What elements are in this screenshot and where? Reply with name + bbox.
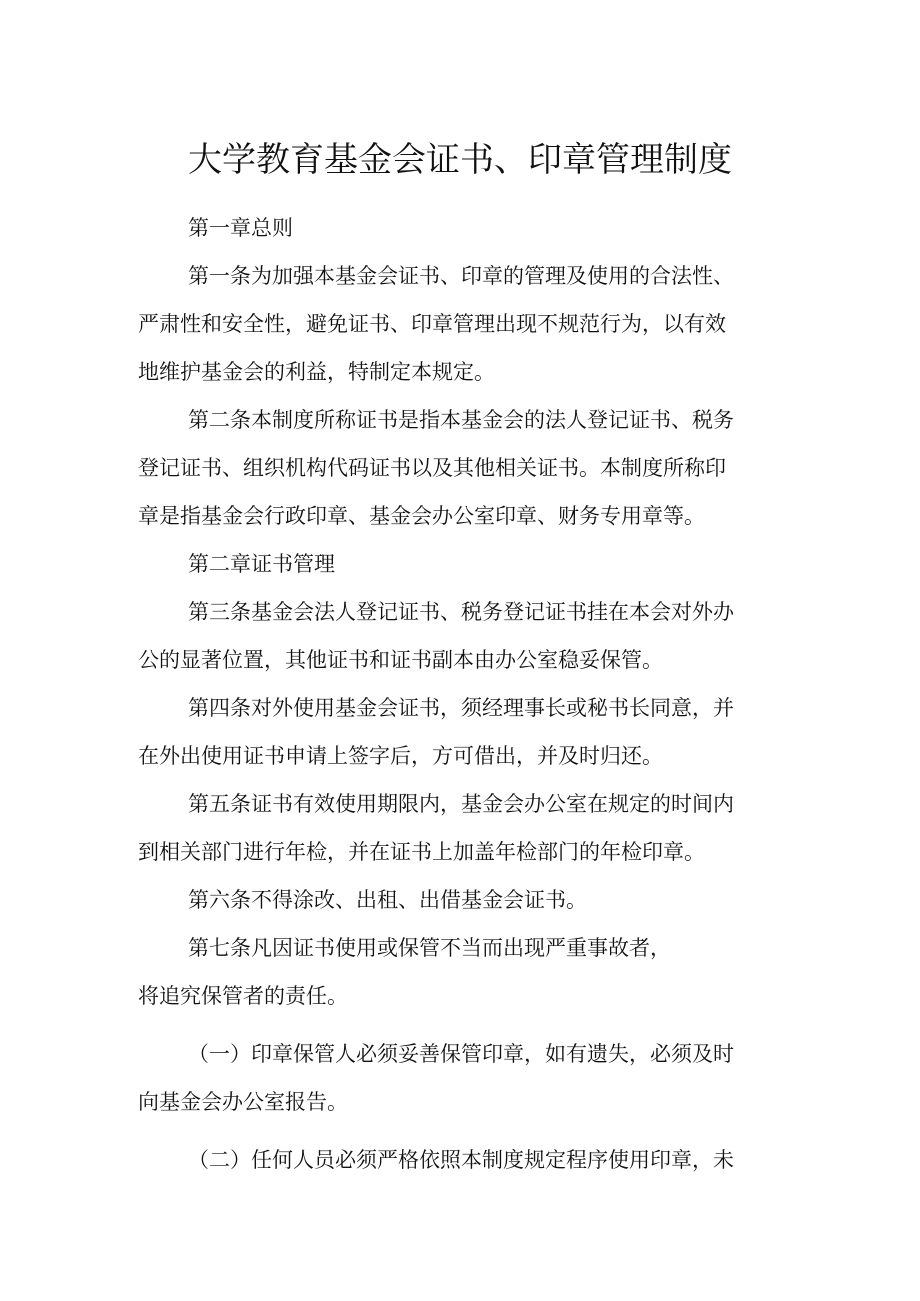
document-body: [138, 204, 792, 1184]
list-item-line: 向基金会办公室报告。: [138, 1090, 348, 1114]
paragraph-line: 公的显著位置，其他证书和证书副本由办公室稳妥保管。: [138, 648, 663, 672]
paragraph-line: 章是指基金会行政印章、基金会办公室印章、财务专用章等。: [138, 504, 705, 528]
paragraph-line: 第三条基金会法人登记证书、税务登记证书挂在本会对外办: [188, 600, 734, 624]
paragraph-line: 登记证书、组织机构代码证书以及其他相关证书。本制度所称印: [138, 456, 726, 480]
paragraph-line: 将追究保管者的责任。: [138, 984, 348, 1008]
paragraph-line: 第一条为加强本基金会证书、印章的管理及使用的合法性、: [188, 264, 734, 288]
paragraph-line: 在外出使用证书申请上签字后，方可借出，并及时归还。: [138, 744, 663, 768]
paragraph-line: 严肃性和安全性，避免证书、印章管理出现不规范行为，以有效: [138, 312, 726, 336]
list-item-line: （一）印章保管人必须妥善保管印章，如有遗失，必须及时: [188, 1042, 734, 1066]
paragraph-line: 第七条凡因证书使用或保管不当而出现严重事故者，: [188, 936, 671, 960]
chapter-heading: 第二章证书管理: [188, 552, 335, 576]
document-title: 大学教育基金会证书、印章管理制度: [188, 140, 732, 180]
paragraph-line: 第五条证书有效使用期限内，基金会办公室在规定的时间内: [188, 792, 734, 816]
paragraph-line: 第六条不得涂改、出租、出借基金会证书。: [188, 888, 587, 912]
paragraph-line: 第四条对外使用基金会证书，须经理事长或秘书长同意，并: [188, 696, 734, 720]
paragraph-line: 到相关部门进行年检，并在证书上加盖年检部门的年检印章。: [138, 840, 705, 864]
chapter-heading: 第一章总则: [188, 216, 293, 240]
paragraph-line: 第二条本制度所称证书是指本基金会的法人登记证书、税务: [188, 408, 734, 432]
paragraph-line: 地维护基金会的利益，特制定本规定。: [138, 360, 495, 384]
list-item-line: （二）任何人员必须严格依照本制度规定程序使用印章，未: [188, 1148, 734, 1172]
